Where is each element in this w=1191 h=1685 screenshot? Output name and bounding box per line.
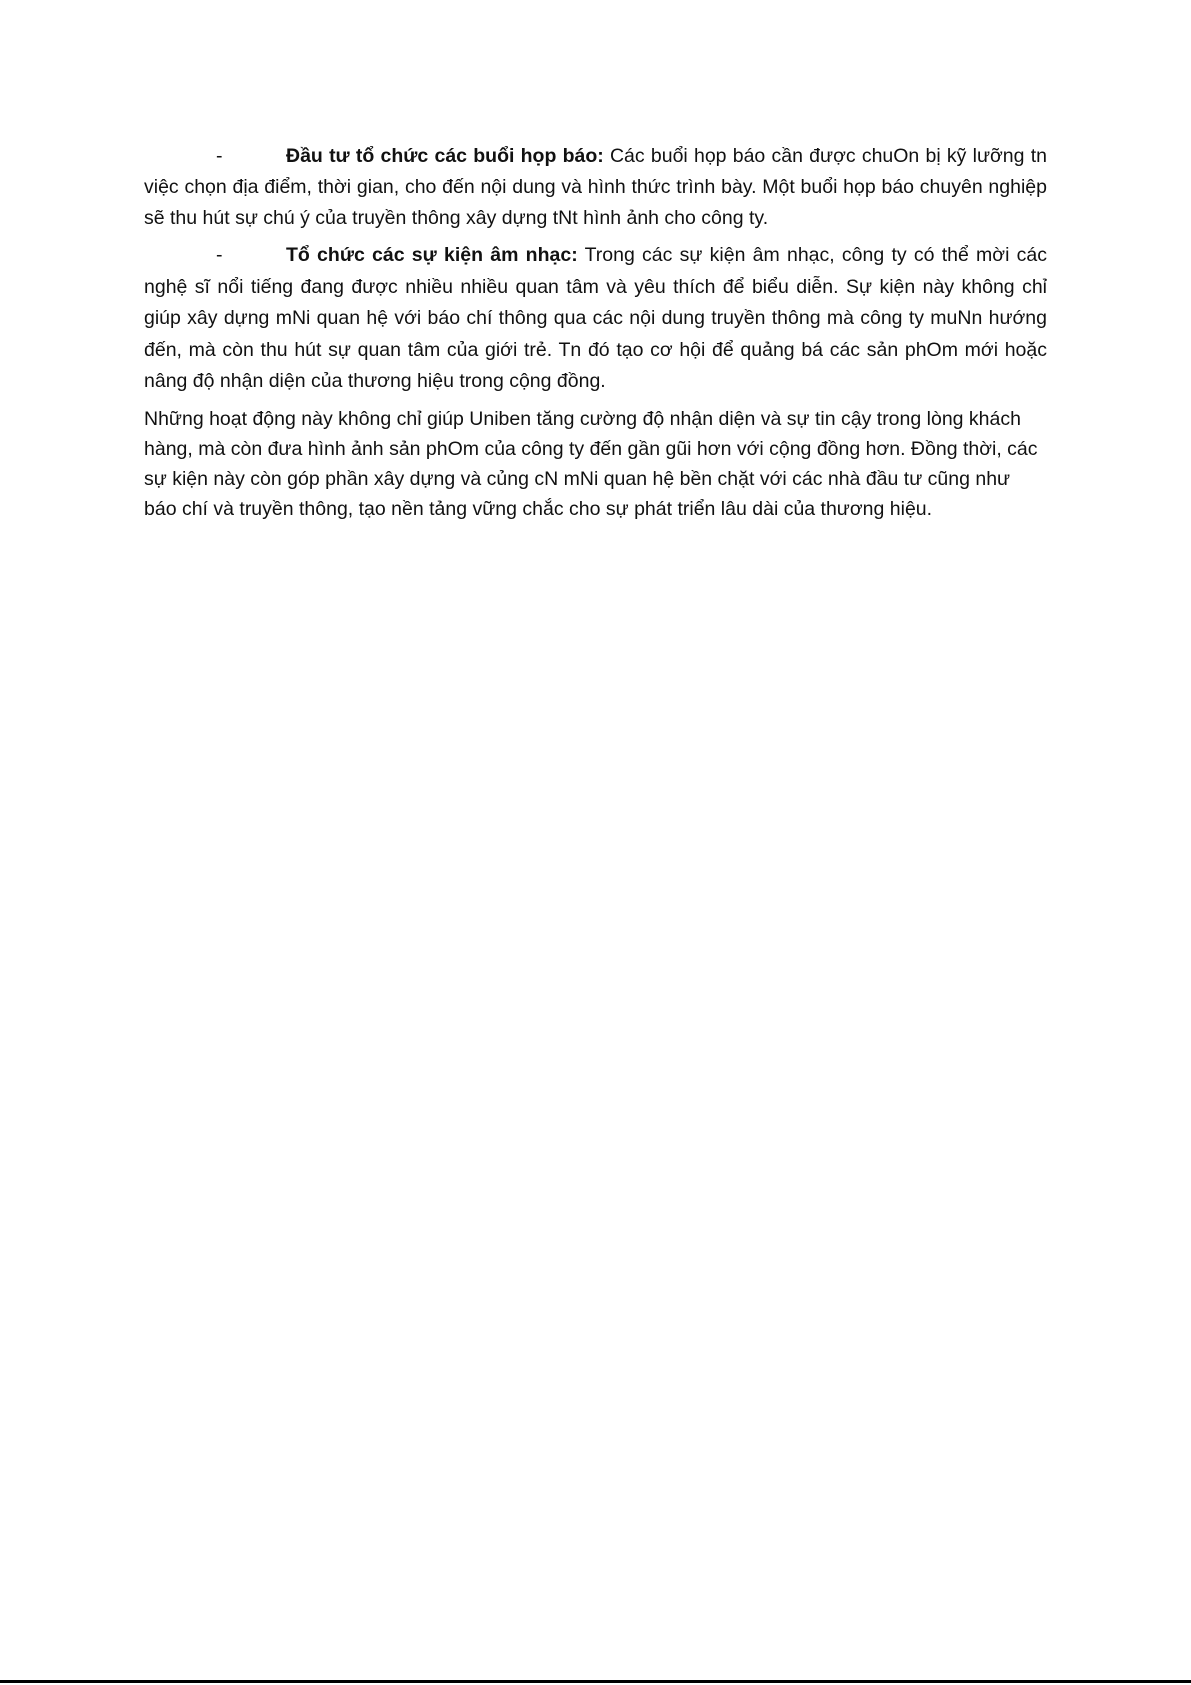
bullet-paragraph-press-conference: [144, 141, 1047, 234]
bullet-text: Các buổi họp báo cần được chuOn bị kỹ lưỡng tn việc chọn địa điểm, thời gian, cho đến nội dung và hình thức trình bày. Một buổi họp báo chuyên nghiệp sẽ thu hút sự chú ý của truyền thông xây dựng tNt hình ảnh cho công ty.: [144, 145, 1047, 229]
bullet-marker: -: [216, 145, 223, 167]
bullet-heading: Đầu tư tổ chức các buổi họp báo:: [286, 145, 604, 167]
page-bottom-edge: [0, 1680, 1191, 1683]
bullet-text: Trong các sự kiện âm nhạc, công ty có thể mời các nghệ sĩ nổi tiếng đang được nhiều nhiều quan tâm và yêu thích để biểu diễn. Sự kiện này không chỉ giúp xây dựng mNi quan hệ với báo chí thông qua các nội dung truyền thông mà công ty muNn hướng đến, mà còn thu hút sự quan tâm của giới trẻ. Tn đó tạo cơ hội để quảng bá các sản phOm mới hoặc nâng độ nhận diện của thương hiệu trong cộng đồng.: [144, 244, 1047, 392]
bullet-paragraph-music-events: [144, 240, 1047, 398]
bullet-heading: Tổ chức các sự kiện âm nhạc:: [286, 244, 578, 266]
bullet-marker: -: [216, 244, 223, 266]
closing-paragraph: Những hoạt động này không chỉ giúp Uniben tăng cường độ nhận diện và sự tin cậy trong lòng khách hàng, mà còn đưa hình ảnh sản phOm của công ty đến gần gũi hơn với cộng đồng hơn. Đồng thời, các sự kiện này còn góp phần xây dựng và củng cN mNi quan hệ bền chặt với các nhà đầu tư cũng như báo chí và truyền thông, tạo nền tảng vững chắc cho sự phát triển lâu dài của thương hiệu.: [144, 407, 1038, 520]
document-body: [144, 141, 1047, 524]
